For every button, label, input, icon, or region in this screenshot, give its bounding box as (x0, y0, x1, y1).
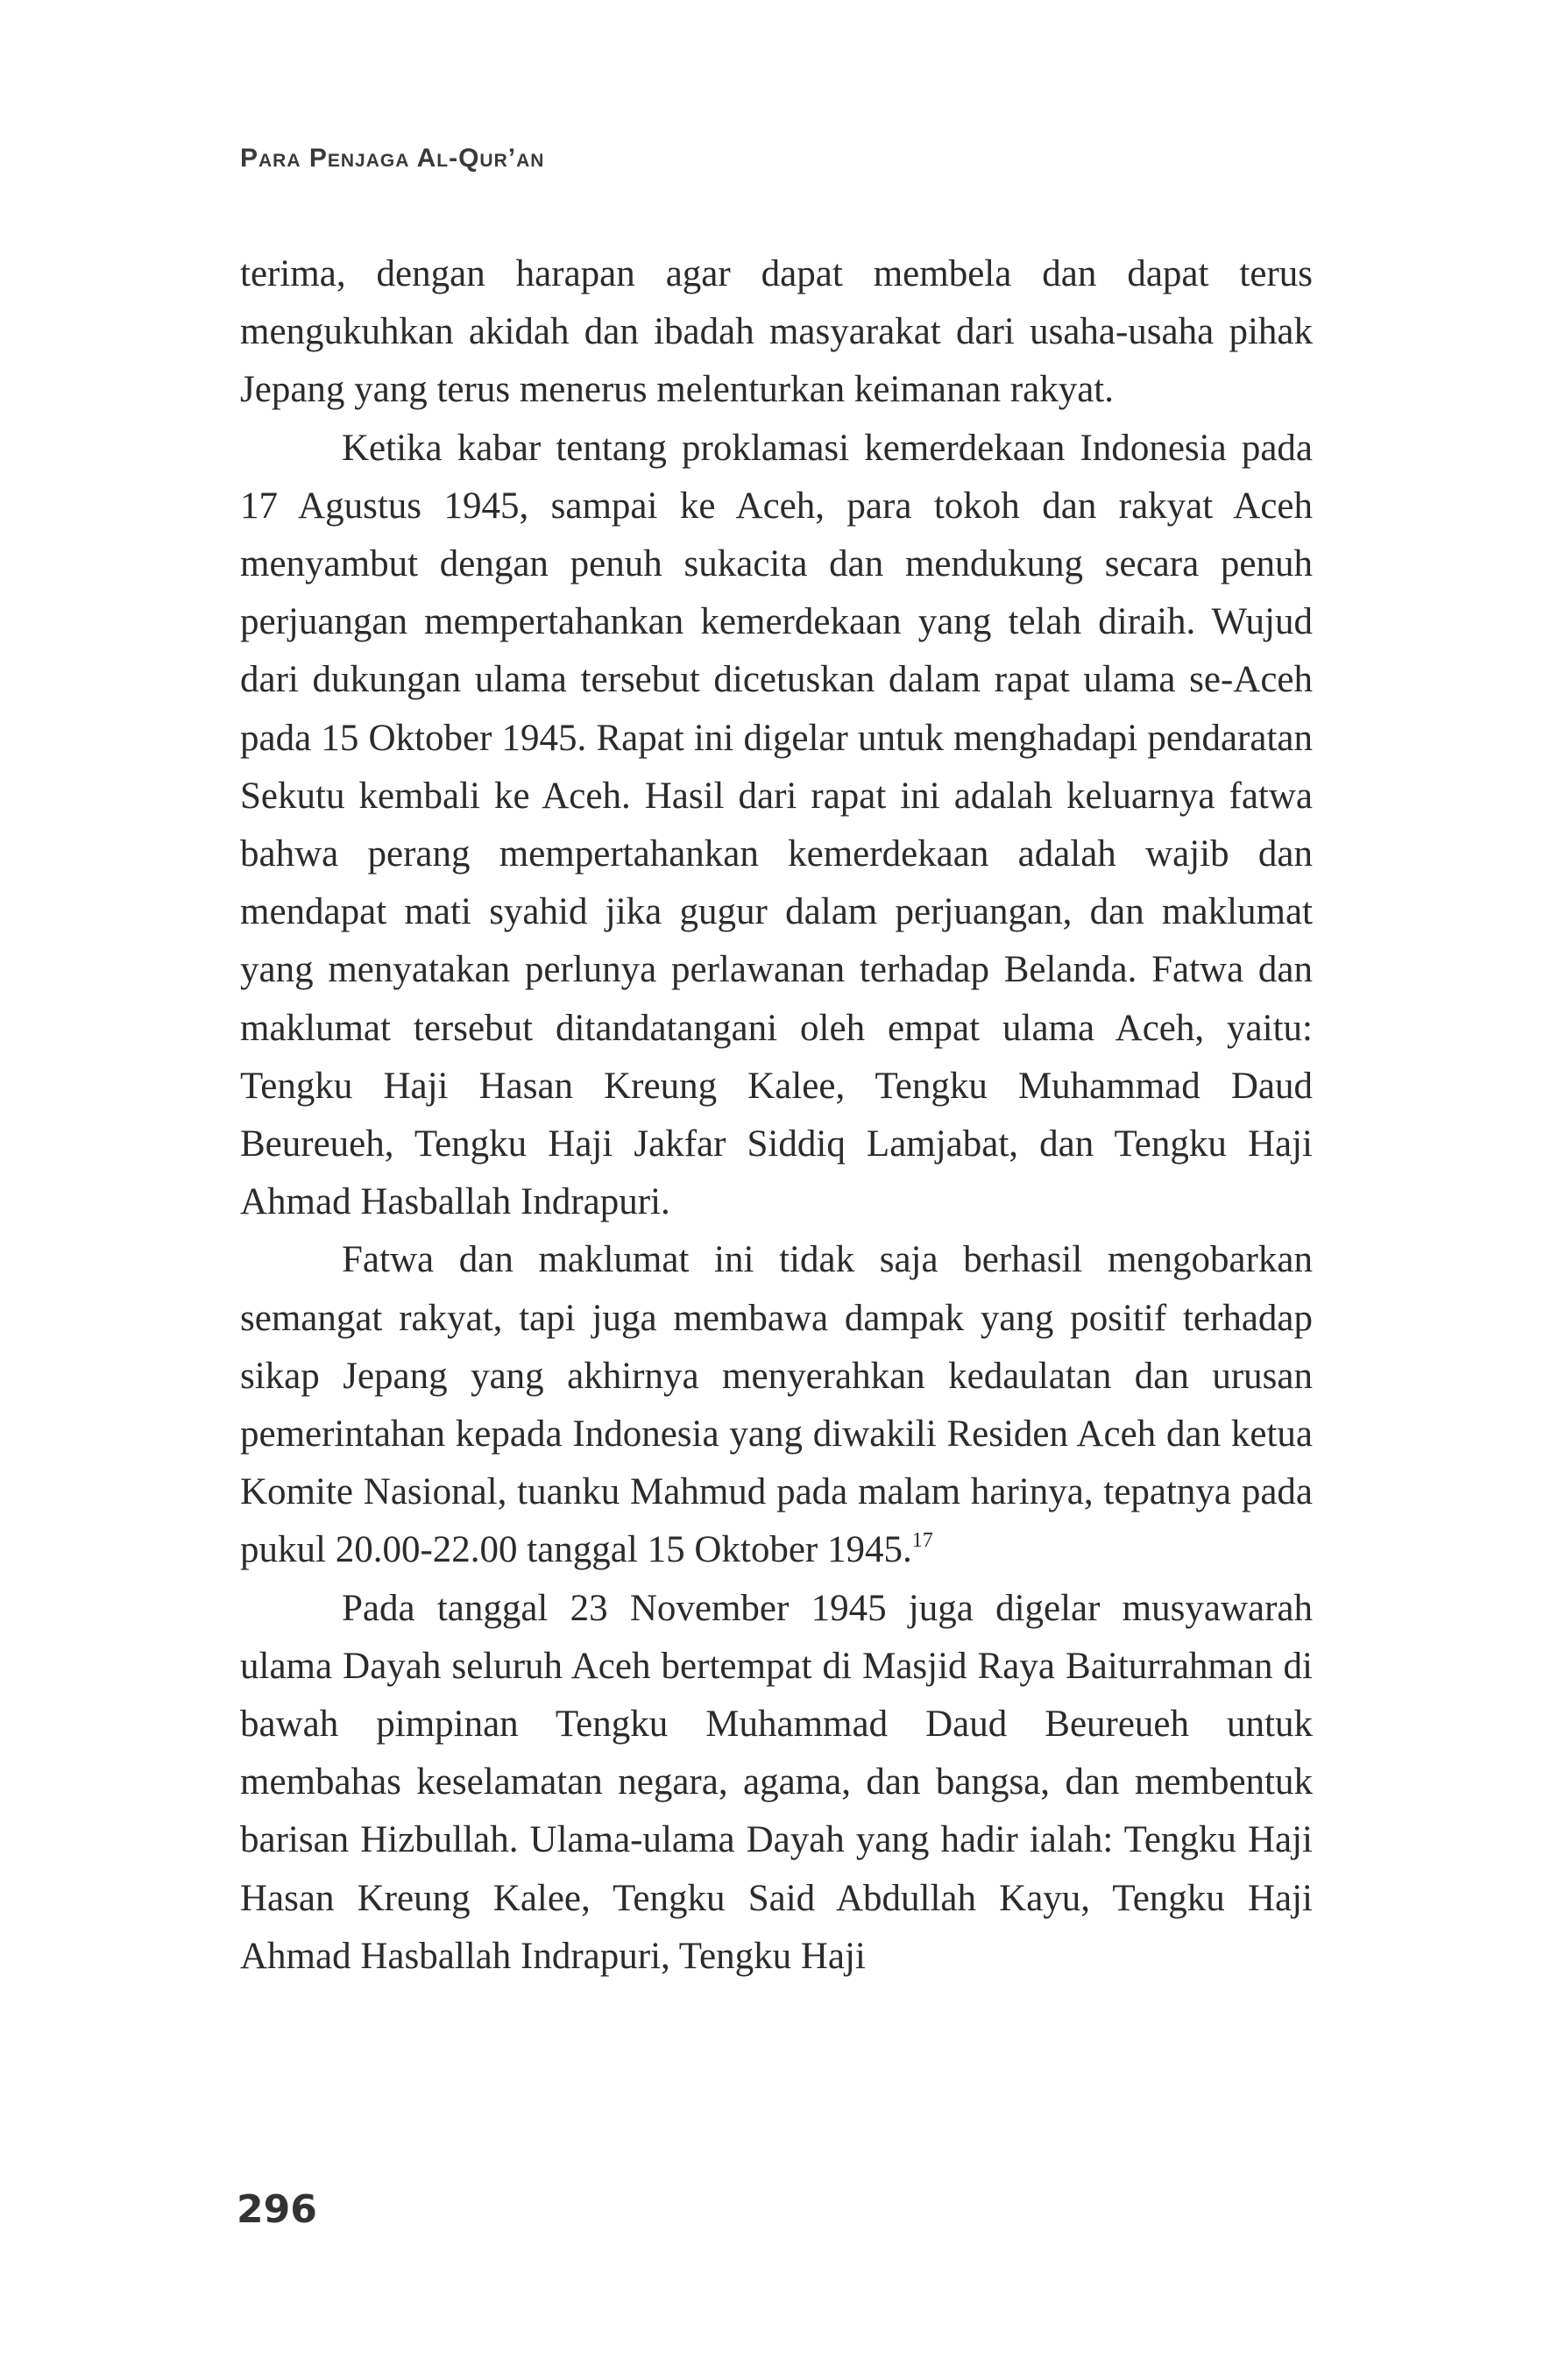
paragraph-2: Ketika kabar tentang proklamasi kemerdekaan Indonesia pada 17 Agustus 1945, sampai ke Aceh, para tokoh dan rakyat Aceh menyambut dengan penuh sukacita dan mendukung secara penuh perjuangan mempertahankan kemerdekaan yang telah diraih. Wujud dari dukungan ulama tersebut dicetuskan dalam rapat ulama se-Aceh pada 15 Oktober 1945. Rapat ini digelar untuk menghadapi pendaratan Sekutu kembali ke Aceh. Hasil dari rapat ini adalah keluarnya fatwa bahwa perang mempertahankan kemerdekaan adalah wajib dan mendapat mati syahid jika gugur dalam perjuangan, dan maklumat yang menyatakan perlunya perlawanan terhadap Belanda. Fatwa dan maklumat tersebut ditandatangani oleh empat ulama Aceh, yaitu: Tengku Haji Hasan Kreung Kalee, Tengku Muhammad Daud Beureueh, Tengku Haji Jakfar Siddiq Lamjabat, dan Tengku Haji Ahmad Hasballah Indrapuri. (240, 427, 1313, 1223)
paragraph-3 (240, 1231, 1313, 1579)
page-number: 296 (237, 2187, 317, 2232)
running-title: Para Penjaga Al-Qur’an (240, 144, 545, 173)
footnote-marker[interactable]: 17 (911, 1529, 933, 1553)
paragraph-3-text: Fatwa dan maklumat ini tidak saja berhasil mengobarkan semangat rakyat, tapi juga membawa dampak yang positif terhadap sikap Jepang yang akhirnya menyerahkan kedaulatan dan urusan pemerintahan kepada Indonesia yang diwakili Residen Aceh dan ketua Komite Nasional, tuanku Mahmud pada malam harinya, tepatnya pada pukul 20.00-22.00 tanggal 15 Oktober 1945. (240, 1239, 1313, 1571)
paragraph-4: Pada tanggal 23 November 1945 juga digelar musyawarah ulama Dayah seluruh Aceh bertempat di Masjid Raya Baiturrahman di bawah pimpinan Tengku Muhammad Daud Beureueh untuk membahas keselamatan negara, agama, dan bangsa, dan membentuk barisan Hizbullah. Ulama-ulama Dayah yang hadir ialah: Tengku Haji Hasan Kreung Kalee, Tengku Said Abdullah Kayu, Tengku Haji Ahmad Hasballah Indrapuri, Tengku Haji (240, 1587, 1313, 1977)
paragraph-1: terima, dengan harapan agar dapat membela dan dapat terus mengukuhkan akidah dan ibadah masyarakat dari usaha-usaha pihak Jepang yang terus menerus melenturkan keimanan rakyat. (240, 253, 1313, 411)
body-text (240, 245, 1313, 1986)
